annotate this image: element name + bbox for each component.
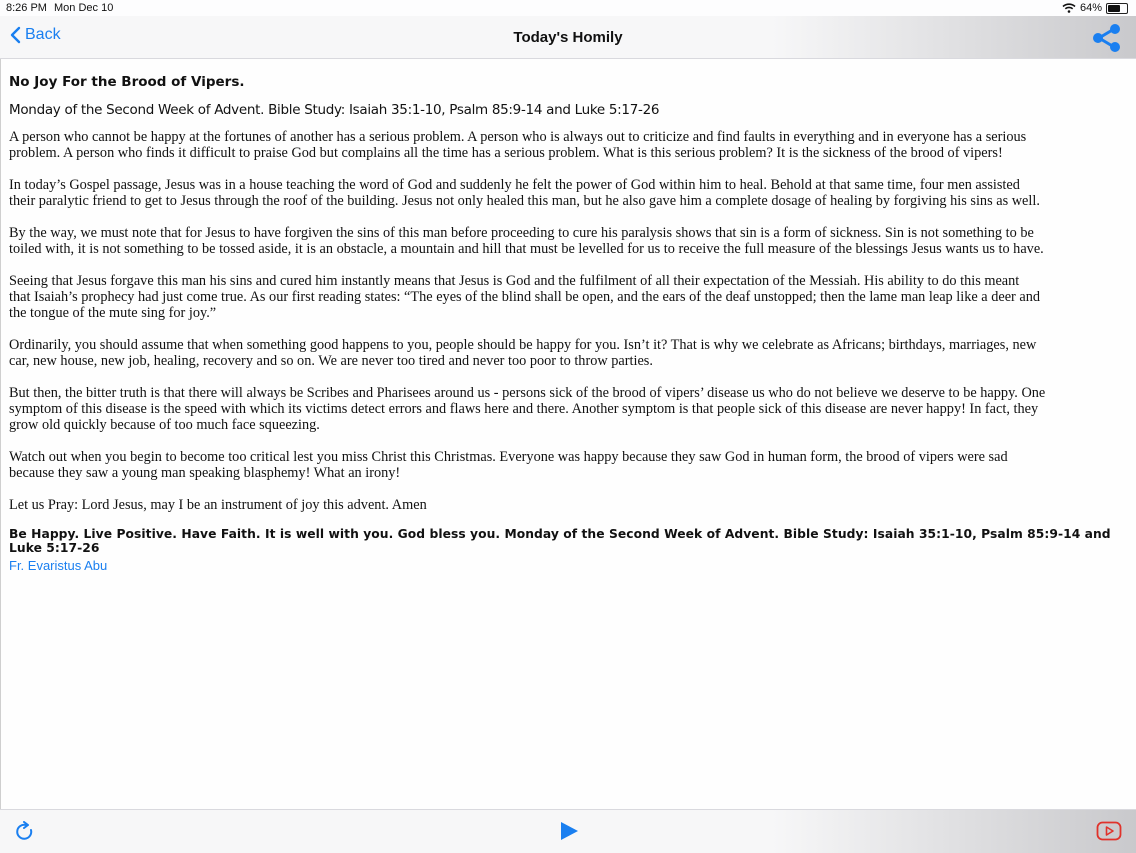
youtube-button[interactable] [1096, 821, 1122, 846]
play-icon [558, 820, 580, 842]
bottom-toolbar [0, 809, 1136, 853]
back-label: Back [25, 26, 61, 43]
battery-icon [1106, 3, 1128, 14]
refresh-icon [14, 821, 36, 843]
homily-subtitle: Monday of the Second Week of Advent. Bible Study: Isaiah 35:1-10, Psalm 85:9-14 and Luke 5:17-26 [9, 102, 660, 118]
status-bar [0, 0, 1136, 16]
share-icon [1092, 24, 1122, 52]
homily-content [0, 59, 1136, 809]
refresh-button[interactable] [14, 821, 36, 848]
page-title: Today's Homily [513, 29, 623, 46]
youtube-icon [1096, 821, 1122, 841]
navigation-bar [0, 16, 1136, 59]
homily-paragraph: In today’s Gospel passage, Jesus was in a house teaching the word of God and suddenly he felt the power of God within him to heal. Behold at that same time, four men assisted their paralytic friend to get to Jesus through the roof of the building. Jesus not only healed this man, but he also gave him a complete dosage of healing by forgiving his sins as well. [9, 177, 1040, 209]
homily-paragraph: But then, the bitter truth is that there will always be Scribes and Pharisees around us - persons sick of the brood of vipers’ disease us who do not believe we deserve to be happy. One symptom of this disease is the speed with which its victims detect errors and flaws here and there. Another symptom is that people sick of this disease are never happy! In fact, they grow old quickly because of too much face squeezing. [9, 385, 1046, 433]
homily-closing: Be Happy. Live Positive. Have Faith. It is well with you. God bless you. Monday of the Second Week of Advent. Bible Study: Isaiah 35:1-10, Psalm 85:9-14 and Luke 5:17-26 [9, 527, 1111, 555]
battery-percent: 64% [1079, 2, 1102, 14]
homily-paragraph: Seeing that Jesus forgave this man his sins and cured him instantly means that Jesus is God and the fulfilment of all their expectation of the Messiah. His ability to do this meant that Isaiah’s prophecy had just come true. As our first reading states: “The eyes of the blind shall be open, and the ears of the deaf unstopped; then the lame man leap like a deer and the tongue of the mute sing for joy.” [9, 273, 1041, 321]
homily-title: No Joy For the Brood of Vipers. [9, 74, 245, 90]
homily-body [9, 129, 1133, 529]
play-button[interactable] [558, 820, 580, 847]
status-right [1062, 2, 1128, 14]
homily-paragraph: Ordinarily, you should assume that when something good happens to you, people should be happy for you. Isn’t it? That is why we celebrate as Africans; birthdays, marriages, new car, new house, new job, healing, recovery and so on. We are never too tired and never too poor to throw parties. [9, 337, 1037, 369]
wifi-icon [1062, 3, 1076, 13]
homily-paragraph: Watch out when you begin to become too critical lest you miss Christ this Christmas. Everyone was happy because they saw God in human form, the brood of vipers were sad because they saw a young man speaking blasphemy! What an irony! [9, 449, 1008, 481]
homily-paragraph: By the way, we must note that for Jesus to have forgiven the sins of this man before proceeding to cure his paralysis shows that sin is a form of sickness. Sin is not something to be toiled with, it is not something to be tossed aside, it is an obstacle, a mountain and hill that must be levelled for us to receive the full measure of the blessings Jesus wants us to have. [9, 225, 1044, 257]
status-time: 8:26 PM [6, 2, 47, 14]
status-date: Mon Dec 10 [54, 2, 114, 14]
homily-paragraph: Let us Pray: Lord Jesus, may I be an instrument of joy this advent. Amen [9, 497, 427, 513]
share-button[interactable] [1092, 24, 1122, 57]
author-link[interactable]: Fr. Evaristus Abu [9, 558, 108, 573]
homily-paragraph: A person who cannot be happy at the fortunes of another has a serious problem. A person who is always out to criticize and find faults in everything and in everyone has a serious problem. A person who finds it difficult to praise God but complains all the time has a serious problem. What is this serious problem? It is the sickness of the brood of vipers! [9, 129, 1027, 161]
